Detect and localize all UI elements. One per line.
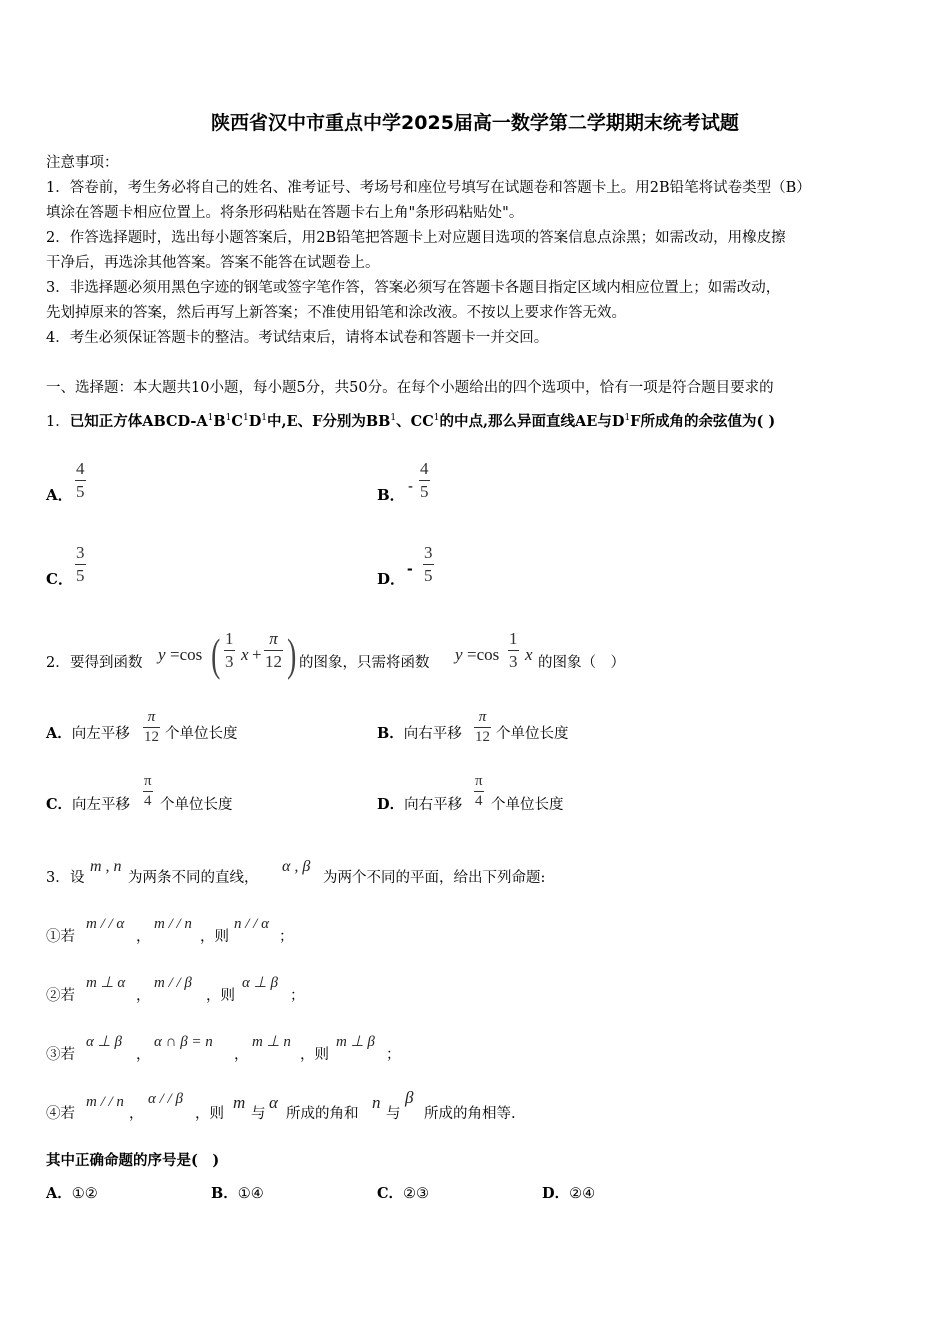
- option-c[interactable]: C．向左平移: [46, 796, 131, 813]
- proposition-4-prefix: ④若: [46, 1106, 75, 1122]
- option-d[interactable]: D．②④: [542, 1185, 596, 1202]
- question-number: 3．: [46, 870, 70, 886]
- punct: ，则: [300, 1047, 329, 1063]
- question-3-text: 为两个不同的平面，给出下列命题:: [323, 870, 546, 886]
- page-title: 陕西省汉中市重点中学2025届高一数学第二学期期末统考试题: [211, 112, 739, 134]
- math-expr: m ⊥ n: [252, 1034, 291, 1050]
- math-expr: m / / n: [86, 1094, 124, 1110]
- option-d-fraction: 3 5: [424, 543, 433, 585]
- math-cos: =cos: [170, 645, 203, 664]
- math-expr: n / / α: [234, 916, 269, 932]
- math-expr: α / / β: [148, 1091, 183, 1107]
- section-heading: 一、选择题：本大题共10小题，每小题5分，共50分。在每个小题给出的四个选项中，恰有一项是符合题目要求的: [46, 380, 774, 396]
- paren-right: ): [287, 629, 297, 680]
- question-2-text: 要得到函数: [70, 655, 143, 671]
- paren-left: (: [211, 629, 221, 680]
- question-number: 1．: [46, 414, 70, 430]
- fraction-one-third: 1 3: [225, 629, 234, 671]
- question-2-text: 的图象（ ）: [538, 655, 625, 671]
- math-expr: α ⊥ β: [86, 1034, 122, 1050]
- notice-line: 4．考生必须保证答题卡的整洁。考试结束后，请将本试卷和答题卡一并交回。: [46, 330, 549, 346]
- option-c[interactable]: C．②③: [377, 1185, 430, 1202]
- notice-line: 干净后，再选涂其他答案。答案不能答在试题卷上。: [46, 255, 380, 271]
- math-expr: m ⊥ β: [336, 1034, 375, 1050]
- fraction-pi-twelve: π 12: [265, 629, 282, 671]
- math-m-n: m , n: [90, 858, 122, 875]
- math-y: y: [158, 645, 166, 664]
- option-b-fraction: 4 5: [420, 459, 429, 501]
- fraction-pi-twelve: π 12: [475, 709, 490, 745]
- math-expr: m / / β: [154, 975, 192, 991]
- option-d-suffix: 个单位长度: [491, 797, 564, 813]
- punct: ，: [234, 1047, 249, 1063]
- option-c-suffix: 个单位长度: [160, 797, 233, 813]
- math-expr: m / / n: [154, 916, 192, 932]
- math-n: n: [372, 1093, 381, 1112]
- proposition-1-prefix: ①若: [46, 929, 75, 945]
- text: 与: [386, 1106, 401, 1122]
- math-x: x: [241, 645, 249, 664]
- fraction-one-third: 1 3: [509, 629, 518, 671]
- punct: ；: [279, 929, 294, 945]
- option-a-suffix: 个单位长度: [165, 726, 238, 742]
- math-expr: α ⊥ β: [242, 975, 278, 991]
- fraction-pi-four: π 4: [475, 773, 483, 809]
- minus-sign: -: [407, 559, 413, 578]
- math-y: y: [455, 645, 463, 664]
- notice-line: 先划掉原来的答案，然后再写上新答案；不准使用铅笔和涂改液。不按以上要求作答无效。: [46, 305, 626, 321]
- notice-line: 填涂在答题卡相应位置上。将条形码粘贴在答题卡右上角"条形码粘贴处"。: [46, 205, 524, 221]
- punct: ，: [129, 1106, 144, 1122]
- math-alpha: α: [269, 1093, 278, 1112]
- math-x: x: [525, 645, 533, 664]
- punct: ，: [136, 988, 151, 1004]
- option-b-label[interactable]: B．: [377, 486, 405, 504]
- math-expr: α ∩ β = n: [154, 1034, 213, 1050]
- option-d-label[interactable]: D．: [377, 570, 406, 588]
- question-3-text: 设: [70, 870, 85, 886]
- notice-line: 1．答卷前，考生务必将自己的姓名、准考证号、考场号和座位号填写在试题卷和答题卡上。用2B铅笔将试卷类型（B）: [46, 180, 811, 196]
- question-1: 1．已知正方体ABCD-$A^1B^1C^1D^1$中,E、F分别为$BB^1$、$CC^1$的中点,那么异面直线AE与$D^1F$所成角的余弦值为( ): [46, 413, 776, 430]
- notice-line: 2．作答选择题时，选出每小题答案后，用2B铅笔把答题卡上对应题目选项的答案信息点涂黑；如需改动，用橡皮擦: [46, 230, 786, 246]
- option-b[interactable]: B．①④: [211, 1185, 264, 1202]
- punct: ，则: [195, 1106, 224, 1122]
- math-expr: m ⊥ α: [86, 975, 126, 991]
- punct: ；: [386, 1047, 401, 1063]
- math-beta: β: [405, 1088, 414, 1107]
- option-b[interactable]: B．向右平移: [377, 725, 462, 742]
- minus-sign: -: [408, 478, 413, 495]
- punct: ，: [136, 929, 151, 945]
- question-2-text: 的图象，只需将函数: [299, 655, 430, 671]
- option-d[interactable]: D．向右平移: [377, 796, 463, 813]
- option-a-label[interactable]: A．: [46, 486, 73, 504]
- math-alpha-beta: α , β: [282, 858, 311, 875]
- fraction-pi-twelve: π 12: [144, 709, 159, 745]
- option-a[interactable]: A．向左平移: [46, 725, 130, 742]
- math-m: m: [233, 1093, 246, 1112]
- punct: ，则: [200, 929, 229, 945]
- option-c-fraction: 3 5: [76, 543, 85, 585]
- option-a-fraction: 4 5: [76, 459, 85, 501]
- punct: ，则: [206, 988, 235, 1004]
- text: 与: [251, 1106, 266, 1122]
- text: 所成的角相等.: [424, 1106, 516, 1122]
- option-c-label[interactable]: C．: [46, 570, 73, 588]
- notice-line: 3．非选择题必须用黑色字迹的钢笔或签字笔作答，答案必须写在答题卡各题目指定区域内相应位置上；如需改动，: [46, 280, 781, 296]
- fraction-pi-four: π 4: [144, 773, 152, 809]
- option-a[interactable]: A．①②: [46, 1185, 98, 1202]
- notice-heading: 注意事项：: [46, 155, 119, 171]
- question-number: 2．: [46, 655, 70, 671]
- punct: ；: [290, 988, 305, 1004]
- proposition-2-prefix: ②若: [46, 988, 75, 1004]
- math-plus: +: [252, 645, 262, 664]
- proposition-3-prefix: ③若: [46, 1047, 75, 1063]
- punct: ，: [136, 1047, 151, 1063]
- question-3-ask: 其中正确命题的序号是( ): [46, 1152, 220, 1169]
- math-expr: m / / α: [86, 916, 125, 932]
- question-3-text: 为两条不同的直线，: [128, 870, 259, 886]
- option-b-suffix: 个单位长度: [496, 726, 569, 742]
- text: 所成的角和: [286, 1106, 359, 1122]
- math-cos: =cos: [467, 645, 500, 664]
